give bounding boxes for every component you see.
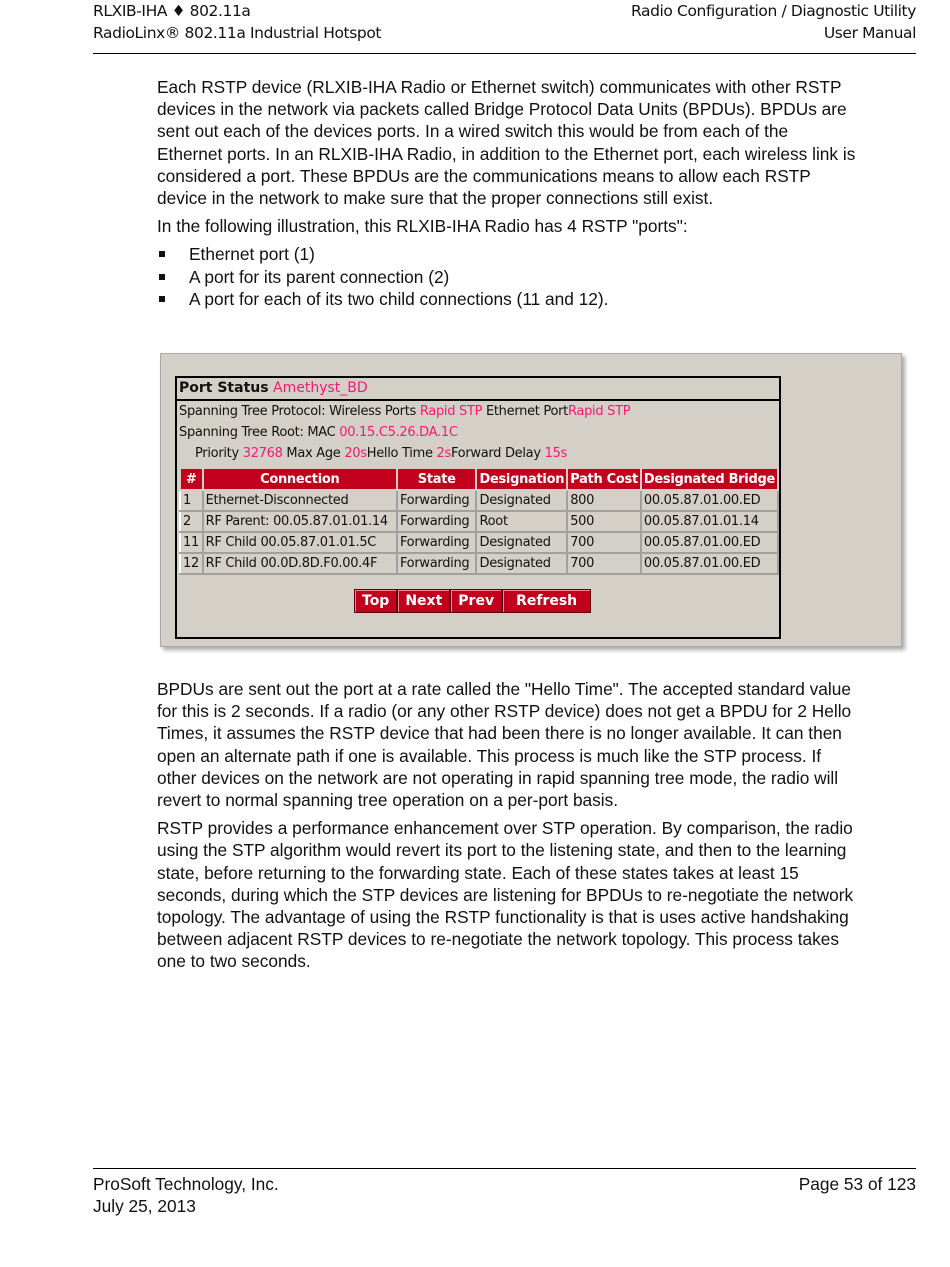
cell-state: Forwarding — [397, 532, 477, 553]
cell-bridge: 00.05.87.01.00.ED — [641, 553, 778, 574]
intro-section — [157, 76, 857, 310]
cell-path-cost: 500 — [567, 511, 641, 532]
footer-left — [93, 1173, 279, 1217]
priority-value: 32768 — [242, 446, 283, 461]
fwd-value: 15s — [544, 446, 568, 461]
table-row — [180, 490, 778, 511]
max-age-value: 20s — [344, 446, 367, 461]
timers-line — [177, 443, 779, 464]
ethernet-label: Ethernet Port — [485, 404, 568, 419]
col-designated-bridge: Designated Bridge — [641, 468, 778, 490]
cell-state: Forwarding — [397, 553, 477, 574]
cell-number: 12 — [180, 553, 203, 574]
port-table — [179, 467, 779, 575]
port-status-screenshot — [160, 353, 902, 647]
cell-designation: Designated — [476, 490, 567, 511]
list-item: A port for each of its two child connections (11 and 12). — [157, 288, 857, 310]
table-row — [180, 511, 778, 532]
header-doc-type: User Manual — [823, 24, 916, 42]
root-label: Spanning Tree Root: MAC — [179, 425, 336, 440]
header-product-name: RadioLinx® 802.11a Industrial Hotspot — [93, 24, 382, 42]
panel-title — [177, 378, 779, 401]
panel-title-label: Port Status — [179, 380, 269, 396]
cell-connection: RF Parent: 00.05.87.01.01.14 — [203, 511, 397, 532]
cell-path-cost: 700 — [567, 532, 641, 553]
col-number: # — [180, 468, 203, 490]
table-header-row — [180, 468, 778, 490]
cell-designation: Designated — [476, 532, 567, 553]
refresh-button[interactable]: Refresh — [502, 589, 591, 613]
cell-path-cost: 700 — [567, 553, 641, 574]
root-mac: 00.15.C5.26.DA.1C — [339, 425, 458, 440]
cell-state: Forwarding — [397, 490, 477, 511]
rstp-paragraph: RSTP provides a performance enhancement over STP operation. By comparison, the radio using the STP algorithm would revert its port to the listening state, and then to the learning state, before returning to the forwarding state. Each of these states takes at least 15 seconds, during which the STP devices are listening for BPDUs to re-negotiate the network topology. The advantage of using the RSTP functionality is that is uses active handshaking between adjacent RSTP devices to re-negotiate the network topology. This process takes one to two seconds. — [157, 818, 854, 972]
hello-value: 2s — [436, 446, 451, 461]
port-status-panel — [175, 376, 781, 639]
cell-number: 2 — [180, 511, 203, 532]
footer-date: July 25, 2013 — [93, 1196, 196, 1217]
protocol-label: Spanning Tree Protocol: Wireless Ports — [179, 404, 416, 419]
ethernet-mode: Rapid STP — [567, 404, 631, 419]
next-button[interactable]: Next — [397, 589, 450, 613]
col-designation: Designation — [476, 468, 567, 490]
cell-designation: Designated — [476, 553, 567, 574]
cell-state: Forwarding — [397, 511, 477, 532]
priority-label: Priority — [195, 446, 239, 461]
header-right — [631, 0, 916, 44]
col-path-cost: Path Cost — [567, 468, 641, 490]
cell-connection: Ethernet-Disconnected — [203, 490, 397, 511]
footer-company: ProSoft Technology, Inc. — [93, 1174, 279, 1194]
cell-connection: RF Child 00.0D.8D.F0.00.4F — [203, 553, 397, 574]
page-header — [93, 0, 916, 54]
prev-button[interactable]: Prev — [450, 589, 502, 613]
cell-designation: Root — [476, 511, 567, 532]
header-section: Radio Configuration / Diagnostic Utility — [630, 2, 916, 20]
table-row — [180, 532, 778, 553]
protocol-line — [177, 401, 779, 422]
col-state: State — [397, 468, 477, 490]
wireless-mode: Rapid STP — [419, 404, 483, 419]
list-item: Ethernet port (1) — [157, 243, 857, 265]
col-connection: Connection — [203, 468, 397, 490]
cell-bridge: 00.05.87.01.00.ED — [641, 490, 778, 511]
device-name: Amethyst_BD — [273, 380, 368, 396]
intro-lead: In the following illustration, this RLXIB-IHA Radio has 4 RSTP "ports": — [157, 216, 688, 237]
cell-bridge: 00.05.87.01.00.ED — [641, 532, 778, 553]
port-list — [157, 243, 857, 310]
header-product: RLXIB-IHA ♦ 802.11a — [93, 2, 251, 20]
root-line — [177, 422, 779, 443]
hello-label: Hello Time — [366, 446, 433, 461]
cell-path-cost: 800 — [567, 490, 641, 511]
nav-buttons — [354, 589, 591, 613]
cell-number: 11 — [180, 532, 203, 553]
header-left — [93, 0, 381, 44]
top-button[interactable]: Top — [354, 589, 397, 613]
cell-bridge: 00.05.87.01.01.14 — [641, 511, 778, 532]
page-number: Page 53 of 123 — [798, 1174, 916, 1194]
page-footer — [93, 1168, 916, 1217]
fwd-label: Forward Delay — [450, 446, 541, 461]
intro-paragraph: Each RSTP device (RLXIB-IHA Radio or Ethernet switch) communicates with other RSTP devices in the network via packets called Bridge Protocol Data Units (BPDUs). BPDUs are sent out each of the devices ports. In a wired switch this would be from each of the Ethernet ports. In an RLXIB-IHA Radio, in addition to the Ethernet port, each wireless link is considered a port. These BPDUs are the communications means to allow each RSTP device in the network to make sure that the proper connections still exist. — [157, 77, 856, 209]
list-item: A port for its parent connection (2) — [157, 266, 857, 288]
max-age-label: Max Age — [286, 446, 341, 461]
cell-number: 1 — [180, 490, 203, 511]
explanation-section — [157, 678, 857, 979]
table-row — [180, 553, 778, 574]
cell-connection: RF Child 00.05.87.01.01.5C — [203, 532, 397, 553]
hello-time-paragraph: BPDUs are sent out the port at a rate called the "Hello Time". The accepted standard value for this is 2 seconds. If a radio (or any other RSTP device) does not get a BPDU for 2 Hello Times, it assumes the RSTP device that had been there is no longer available. It can then open an alternate path if one is available. This process is much like the STP process. If other devices on the network are not operating in rapid spanning tree mode, the radio will revert to normal spanning tree operation on a per-port basis. — [157, 679, 852, 811]
